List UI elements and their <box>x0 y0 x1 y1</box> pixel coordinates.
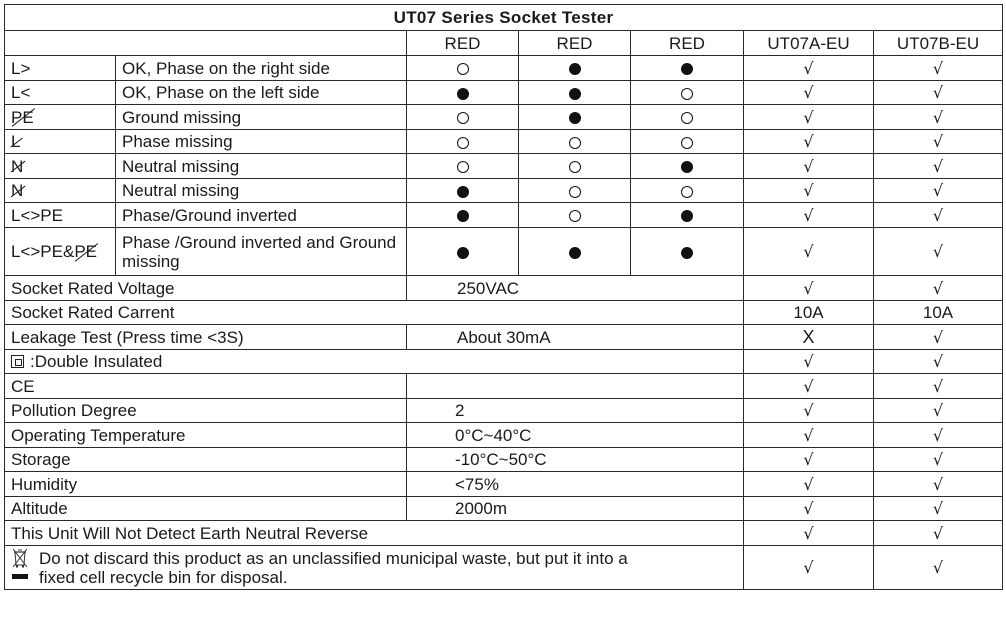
ut07b-spec: √ <box>874 521 1003 546</box>
ut07a-spec: 10A <box>744 301 874 325</box>
spec-value: About 30mA <box>407 325 744 350</box>
spec-row <box>5 374 1003 399</box>
led-on-icon <box>457 186 469 198</box>
ut07a-spec: √ <box>744 423 874 448</box>
table-title: UT07 Series Socket Tester <box>5 5 1003 31</box>
led-off-icon <box>457 63 469 75</box>
spec-label-cell <box>5 472 407 497</box>
led-cell-3 <box>631 81 744 105</box>
ut07a-spec: √ <box>744 448 874 472</box>
spec-row <box>5 276 1003 301</box>
status-symbol: L<>PE&PE <box>5 228 116 276</box>
struck-symbol: N <box>11 156 24 176</box>
disposal-ut07a: √ <box>744 546 874 590</box>
led-on-icon <box>681 210 693 222</box>
check-icon: √ <box>803 58 814 78</box>
check-icon: √ <box>803 205 814 225</box>
indicator-row <box>5 105 1003 130</box>
status-symbol: L< <box>5 81 116 105</box>
status-symbol: L> <box>5 56 116 81</box>
struck-symbol: PE <box>11 107 34 127</box>
check-icon: √ <box>932 242 944 261</box>
spec-label-cell <box>5 399 407 423</box>
ut07a-support <box>744 56 874 81</box>
led-cell-3 <box>631 154 744 179</box>
status-symbol <box>5 105 116 130</box>
check-icon: √ <box>803 107 814 127</box>
status-description: Neutral missing <box>116 154 407 179</box>
check-icon: √ <box>932 83 944 102</box>
led-cell-2 <box>519 56 631 81</box>
led-off-icon <box>457 137 469 149</box>
led-cell-3 <box>631 56 744 81</box>
led-off-icon <box>681 88 693 100</box>
struck-symbol: N <box>11 181 24 200</box>
spec-label: Humidity <box>11 474 78 494</box>
led-cell-2 <box>519 228 631 276</box>
status-symbol <box>5 130 116 154</box>
led-on-icon <box>681 63 693 75</box>
spec-label: This Unit Will Not Detect Earth Neutral Reverse <box>11 523 369 543</box>
ut07a-support <box>744 154 874 179</box>
disposal-row <box>5 546 1003 590</box>
led-cell-2 <box>519 203 631 228</box>
spec-row <box>5 448 1003 472</box>
indicator-row <box>5 81 1003 105</box>
status-symbol: L<>PE <box>5 203 116 228</box>
ut07b-spec: √ <box>874 399 1003 423</box>
led-cell-3 <box>631 130 744 154</box>
spec-label: :Double Insulated <box>30 352 163 371</box>
led-off-icon <box>457 161 469 173</box>
ut07b-support <box>874 179 1003 203</box>
ut07b-spec: √ <box>874 497 1003 521</box>
header-led-3: RED <box>631 31 744 56</box>
ut07a-support <box>744 179 874 203</box>
spec-row <box>5 521 1003 546</box>
led-cell-1 <box>407 154 519 179</box>
spec-row <box>5 472 1003 497</box>
led-off-icon <box>569 210 581 222</box>
check-icon: √ <box>932 156 944 176</box>
indicator-row <box>5 228 1003 276</box>
spec-label-cell <box>5 423 407 448</box>
check-icon: √ <box>932 132 944 151</box>
disposal-cell <box>5 546 744 590</box>
spec-row <box>5 423 1003 448</box>
ut07a-support <box>744 228 874 276</box>
spec-row <box>5 350 1003 374</box>
indicator-row <box>5 130 1003 154</box>
spec-label: Storage <box>11 450 71 469</box>
led-cell-1 <box>407 228 519 276</box>
spec-label-cell <box>5 521 744 546</box>
status-description: Phase /Ground inverted and Ground missing <box>116 228 407 276</box>
ut07b-support <box>874 130 1003 154</box>
ut07a-support <box>744 105 874 130</box>
led-cell-3 <box>631 203 744 228</box>
check-icon: √ <box>932 58 944 78</box>
led-cell-1 <box>407 56 519 81</box>
check-icon: √ <box>932 205 944 225</box>
indicator-row <box>5 179 1003 203</box>
ut07b-support <box>874 105 1003 130</box>
led-off-icon <box>681 186 693 198</box>
ut07a-support <box>744 130 874 154</box>
led-on-icon <box>681 161 693 173</box>
socket-tester-spec-table <box>4 4 1003 590</box>
spec-row <box>5 301 1003 325</box>
disposal-text: Do not discard this product as an unclassified municipal waste, but put it into a fixed cell recycle bin for disposal. <box>39 548 628 587</box>
check-icon: √ <box>803 156 814 176</box>
led-cell-2 <box>519 179 631 203</box>
led-on-icon <box>457 247 469 259</box>
spec-label: CE <box>11 376 35 396</box>
status-description: OK, Phase on the left side <box>116 81 407 105</box>
header-model-b: UT07B-EU <box>874 31 1003 56</box>
ut07a-spec: √ <box>744 374 874 399</box>
indicator-row <box>5 56 1003 81</box>
spec-value: -10°C~50°C <box>407 448 744 472</box>
led-on-icon <box>569 247 581 259</box>
check-icon: √ <box>932 107 944 127</box>
led-cell-3 <box>631 179 744 203</box>
spec-label: Altitude <box>11 499 68 518</box>
spec-label: Leakage Test (Press time <3S) <box>11 327 244 347</box>
ut07b-support <box>874 228 1003 276</box>
ut07b-spec: √ <box>874 325 1003 350</box>
led-on-icon <box>457 88 469 100</box>
header-model-a: UT07A-EU <box>744 31 874 56</box>
led-cell-2 <box>519 105 631 130</box>
led-cell-1 <box>407 179 519 203</box>
double-insulated-icon <box>11 355 24 368</box>
disposal-ut07b: √ <box>874 546 1003 590</box>
led-off-icon <box>457 112 469 124</box>
ut07a-spec: √ <box>744 497 874 521</box>
spec-value: 2 <box>407 399 744 423</box>
led-off-icon <box>569 161 581 173</box>
spec-row <box>5 325 1003 350</box>
status-description: Neutral missing <box>116 179 407 203</box>
led-cell-2 <box>519 154 631 179</box>
spec-row <box>5 399 1003 423</box>
led-cell-3 <box>631 105 744 130</box>
spec-label-cell <box>5 325 407 350</box>
led-on-icon <box>569 63 581 75</box>
spec-label-cell <box>5 497 407 521</box>
led-on-icon <box>457 210 469 222</box>
status-symbol <box>5 179 116 203</box>
ut07b-spec: √ <box>874 276 1003 301</box>
check-icon: √ <box>803 132 814 151</box>
led-cell-3 <box>631 228 744 276</box>
ut07b-spec: √ <box>874 423 1003 448</box>
spec-value: 2000m <box>407 497 744 521</box>
indicator-row <box>5 203 1003 228</box>
ut07b-support <box>874 154 1003 179</box>
check-icon: √ <box>803 181 814 200</box>
ut07a-support <box>744 81 874 105</box>
led-cell-1 <box>407 203 519 228</box>
spec-label-cell <box>5 301 744 325</box>
spec-value: <75% <box>407 472 744 497</box>
indicator-rows <box>5 56 1003 276</box>
status-description: Phase/Ground inverted <box>116 203 407 228</box>
status-description: Ground missing <box>116 105 407 130</box>
spec-label: Operating Temperature <box>11 425 186 445</box>
spec-row <box>5 497 1003 521</box>
ut07a-spec: √ <box>744 399 874 423</box>
ut07a-spec: X <box>744 325 874 350</box>
led-on-icon <box>569 88 581 100</box>
ut07b-support <box>874 81 1003 105</box>
led-cell-1 <box>407 81 519 105</box>
spec-label-cell <box>5 374 407 399</box>
ut07b-support <box>874 203 1003 228</box>
spec-label: Socket Rated Voltage <box>11 278 175 298</box>
status-description: OK, Phase on the right side <box>116 56 407 81</box>
led-cell-1 <box>407 105 519 130</box>
status-symbol <box>5 154 116 179</box>
led-off-icon <box>569 137 581 149</box>
check-icon: √ <box>932 181 944 200</box>
spec-label-cell <box>5 448 407 472</box>
check-icon: √ <box>803 83 814 102</box>
header-led-1: RED <box>407 31 519 56</box>
header-led-2: RED <box>519 31 631 56</box>
check-icon: √ <box>803 242 814 261</box>
ut07b-support <box>874 56 1003 81</box>
ut07a-spec: √ <box>744 521 874 546</box>
led-cell-2 <box>519 81 631 105</box>
ut07b-spec: √ <box>874 374 1003 399</box>
spec-value: 0°C~40°C <box>407 423 744 448</box>
led-off-icon <box>681 112 693 124</box>
led-cell-2 <box>519 130 631 154</box>
spec-label-cell <box>5 350 744 374</box>
ut07b-spec: √ <box>874 448 1003 472</box>
led-off-icon <box>681 137 693 149</box>
indicator-row <box>5 154 1003 179</box>
ut07a-support <box>744 203 874 228</box>
spec-label-cell <box>5 276 407 301</box>
spec-label: Socket Rated Carrent <box>11 303 175 322</box>
status-description: Phase missing <box>116 130 407 154</box>
ut07b-spec: √ <box>874 472 1003 497</box>
struck-symbol: L <box>11 132 21 151</box>
led-on-icon <box>569 112 581 124</box>
led-cell-1 <box>407 130 519 154</box>
ut07b-spec: √ <box>874 350 1003 374</box>
ut07a-spec: √ <box>744 350 874 374</box>
weee-bin-icon <box>11 548 29 588</box>
spec-rows <box>5 276 1003 546</box>
ut07b-spec: 10A <box>874 301 1003 325</box>
led-on-icon <box>681 247 693 259</box>
header-row <box>5 31 1003 56</box>
spec-value <box>407 374 744 399</box>
ut07a-spec: √ <box>744 276 874 301</box>
ut07a-spec: √ <box>744 472 874 497</box>
struck-symbol: PE <box>74 242 98 261</box>
led-off-icon <box>569 186 581 198</box>
header-blank <box>5 31 407 56</box>
spec-value: 250VAC <box>407 276 744 301</box>
spec-label: Pollution Degree <box>11 401 137 420</box>
